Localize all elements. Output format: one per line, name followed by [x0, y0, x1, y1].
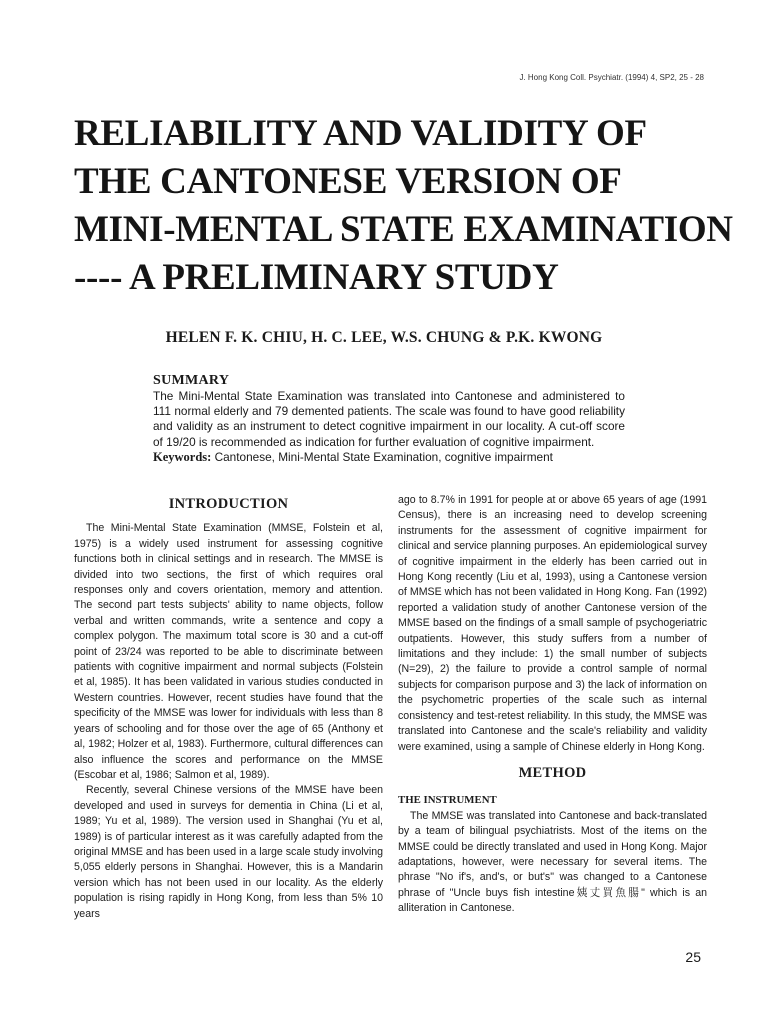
author-list: HELEN F. K. CHIU, H. C. LEE, W.S. CHUNG & P.K. KWONG [165, 329, 603, 346]
right-column [398, 493, 707, 917]
summary-text: The Mini-Mental State Examination was translated into Cantonese and administered to 111 normal elderly and 79 demented patients. The scale was found to have good reliability and validity as an instrument to detect cognitive impairment in our locality. A cut-off score of 19/20 is recommended as indication for further evaluation of cognitive impairment. [153, 389, 625, 449]
summary-section [153, 373, 625, 465]
journal-reference: J. Hong Kong Coll. Psychiatr. (1994) 4, SP2, 25 - 28 [519, 73, 704, 82]
title-line-3: MINI-MENTAL STATE EXAMINATION [74, 209, 733, 250]
introduction-heading: INTRODUCTION [168, 496, 289, 512]
summary-heading: SUMMARY [153, 373, 230, 388]
method-heading: METHOD [518, 764, 587, 781]
keywords-line [153, 450, 625, 465]
page-number: 25 [685, 949, 701, 965]
title-line-4: ---- A PRELIMINARY STUDY [74, 257, 559, 298]
instrument-subheading: THE INSTRUMENT [398, 794, 497, 807]
title-line-1: RELIABILITY AND VALIDITY OF [74, 113, 647, 154]
title-line-2: THE CANTONESE VERSION OF [74, 161, 622, 202]
left-column [74, 493, 383, 922]
introduction-paragraph-2: Recently, several Chinese versions of the MMSE have been developed and used in surveys for dementia in China (Li et al, 1989; Yu et al, 1989). The version used in Shanghai (Yu et al, 1989) is of particular interest as it was carefully adapted from the original MMSE and has been used in a large scale study involving 5,055 elderly persons in Shanghai. However, this is a Mandarin version which has not been used in our locality. As the elderly population is rising rapidly in Hong Kong, from less than 5% 10 years [74, 784, 383, 920]
introduction-continued-paragraph: ago to 8.7% in 1991 for people at or above 65 years of age (1991 Census), there is an increasing need to develop screening instruments for the assessment of cognitive impairment for clinical and service planning purposes. An epidemiological survey of cognitive impairment in the elderly has been carried out in Hong Kong recently (Liu et al, 1993), using a Cantonese version of MMSE which has not been validated in Hong Kong. Fan (1992) reported a validation study of another Cantonese version of the MMSE based on the findings of a small sample of psychogeriatric outpatients. However, this study suffers from a number of limitations and they include: 1) the small number of subjects (N=29), 2) the failure to provide a control sample of normal subjects for comparison purpose and 3) the lack of information on the psychometric properties of the scale such as internal consistency and test-retest reliability. In this study, the MMSE was translated into Cantonese and the scale's reliability and validity were examined, using a sample of Chinese elderly in Hong Kong. [398, 494, 707, 753]
keywords-label: Keywords: [153, 449, 212, 464]
article-title [74, 110, 733, 302]
keywords-text: Cantonese, Mini-Mental State Examination, cognitive impairment [211, 449, 553, 464]
instrument-paragraph: The MMSE was translated into Cantonese and back-translated by a team of bilingual psychiatrists. Most of the items on the MMSE could be directly translated and used in Hong Kong. Major adaptations, however, were necessary for several items. The phrase "No if's, and's, or but's" was changed to a Cantonese phrase of "Uncle buys fish intestine姨丈買魚腸" which is an alliteration in Cantonese. [398, 809, 707, 915]
introduction-paragraph-1: The Mini-Mental State Examination (MMSE, Folstein et al, 1975) is a widely used instrument for assessing cognitive functions both in clinical settings and in research. The MMSE is divided into two sections, the first of which requires oral responses only and covers orientation, memory and attention. The second part tests subjects' ability to name objects, follow verbal and written commands, write a sentence and copy a complex polygon. The maximum total score is 30 and a cut-off point of 23/24 was reported to be able to discriminate between patients with cognitive impairment and normal subjects (Folstein et al, 1985). It has been validated in various studies conducted in Western countries. However, recent studies have found that the specificity of the MMSE was lower for individuals with less than 8 years of schooling and for those over the age of 65 (Anthony et al, 1982; Holzer et al, 1983). Furthermore, cultural differences can also influence the scores and performance on the MMSE (Escobar et al, 1986; Salmon et al, 1989). [74, 522, 383, 781]
